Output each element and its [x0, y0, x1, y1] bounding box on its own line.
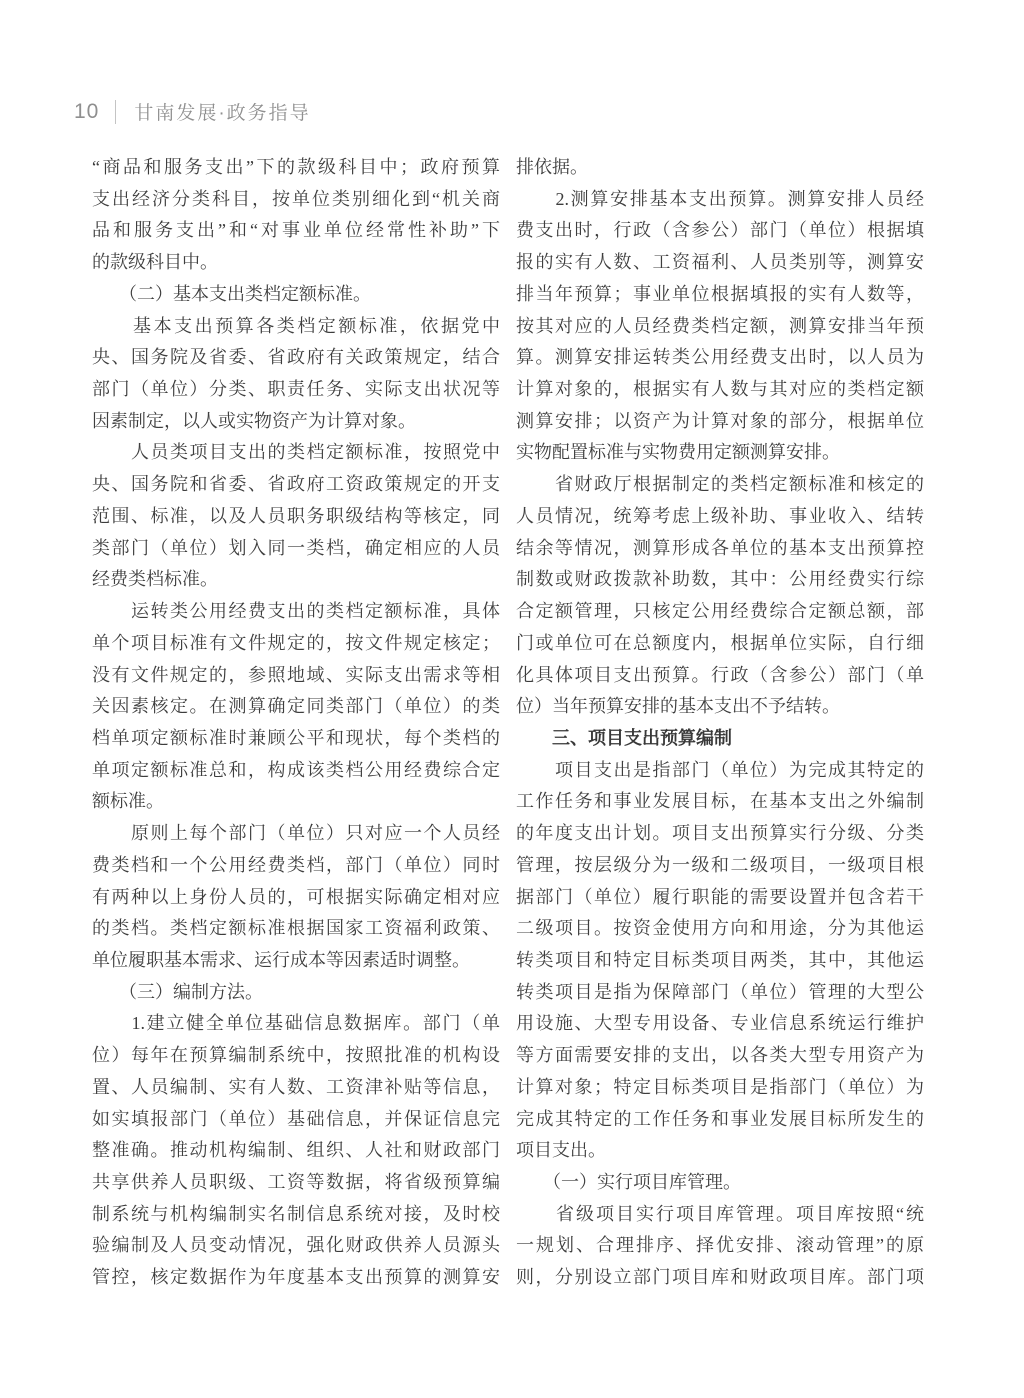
publication-title: 甘南发展·政务指导: [134, 103, 311, 124]
text-line: 一规划、合理排序、择优安排、滚动管理”的原: [516, 1235, 924, 1256]
text-line: 共享供养人员职级、工资等数据，将省级预算编: [92, 1172, 500, 1192]
text-line: 的年度支出计划。项目支出预算实行分级、分类: [516, 823, 924, 844]
text-line: 1.建立健全单位基础信息数据库。部门（单: [92, 1013, 500, 1034]
text-line: 排依据。: [516, 157, 588, 177]
text-line: 测算安排；以资产为计算对象的部分，根据单位: [516, 410, 924, 431]
section-heading: 三、项目支出预算编制: [516, 727, 732, 748]
text-line: 转类项目和特定目标类项目两类，其中，其他运: [516, 949, 924, 970]
text-line: 档单项定额标准时兼顾公平和现状，每个类档的: [92, 727, 500, 748]
text-line: 验编制及人员变动情况，强化财政供养人员源头: [92, 1235, 500, 1256]
text-line: 计算对象的，根据实有人数与其对应的类档定额: [516, 379, 924, 400]
text-line: 二级项目。按资金使用方向和用途，分为其他运: [516, 918, 924, 939]
text-line: 关因素核定。在测算确定同类部门（单位）的类: [92, 696, 500, 717]
text-line: 因素制定，以人或实物资产为计算对象。: [92, 410, 416, 431]
text-line: 运转类公用经费支出的类档定额标准，具体: [92, 601, 500, 622]
text-line: 管理，按层级分为一级和二级项目，一级项目根: [516, 854, 924, 875]
text-line: 结余等情况，测算形成各单位的基本支出预算控: [516, 537, 924, 558]
text-line: 部门（单位）分类、职责任务、实际支出状况等: [92, 379, 500, 400]
text-line: 支出经济分类科目，按单位类别细化到“机关商: [92, 188, 500, 209]
text-line: 项目支出是指部门（单位）为完成其特定的: [516, 759, 924, 780]
text-line: 省级项目实行项目库管理。项目库按照“统: [516, 1203, 924, 1224]
text-line: 央、国务院及省委、省政府有关政策规定，结合: [92, 347, 500, 368]
text-line: 费支出时，行政（含参公）部门（单位）根据填: [516, 220, 924, 241]
text-column-right: [516, 152, 924, 1294]
text-line: 转类项目是指为保障部门（单位）管理的大型公: [516, 981, 924, 1002]
text-line: 单位履职基本需求、运行成本等因素适时调整。: [92, 949, 470, 970]
text-line: （一）实行项目库管理。: [516, 1172, 741, 1192]
text-line: “商品和服务支出”下的款级科目中；政府预算: [92, 157, 500, 177]
text-line: 化具体项目支出预算。行政（含参公）部门（单: [516, 664, 924, 685]
page-number: 10: [74, 99, 100, 123]
text-line: 制数或财政拨款补助数，其中：公用经费实行综: [516, 569, 924, 590]
text-line: 央、国务院和省委、省政府工资政策规定的开支: [92, 474, 500, 495]
text-line: 置、人员编制、实有人数、工资津补贴等信息，: [92, 1076, 500, 1097]
text-line: 单个项目标准有文件规定的，按文件规定核定；: [92, 632, 500, 653]
text-line: 合定额管理，只核定公用经费综合定额总额，部: [516, 601, 924, 622]
text-line: 实物配置标准与实物费用定额测算安排。: [516, 442, 840, 463]
text-line: 用设施、大型专用设备、专业信息系统运行维护: [516, 1013, 924, 1034]
text-line: 基本支出预算各类档定额标准，依据党中: [92, 315, 500, 336]
text-line: 经费类档标准。: [92, 569, 218, 590]
text-line: 计算对象；特定目标类项目是指部门（单位）为: [516, 1076, 924, 1097]
header-divider: [115, 100, 116, 124]
text-line: 据部门（单位）履行职能的需要设置并包含若干: [516, 886, 924, 907]
text-line: 的类档。类档定额标准根据国家工资福利政策、: [92, 918, 500, 939]
text-line: 没有文件规定的，参照地域、实际支出需求等相: [92, 664, 500, 685]
text-line: 整准确。推动机构编制、组织、人社和财政部门: [92, 1140, 500, 1161]
text-line: 管控，核定数据作为年度基本支出预算的测算安: [92, 1267, 500, 1288]
text-line: 位）每年在预算编制系统中，按照批准的机构设: [92, 1045, 500, 1066]
text-line: 报的实有人数、工资福利、人员类别等，测算安: [516, 252, 924, 273]
text-line: 人员类项目支出的类档定额标准，按照党中: [92, 442, 500, 463]
text-line: 门或单位可在总额度内，根据单位实际，自行细: [516, 632, 924, 653]
text-line: 项目支出。: [516, 1140, 606, 1161]
text-line: 制系统与机构编制实名制信息系统对接，及时校: [92, 1203, 500, 1224]
text-line: （二）基本支出类档定额标准。: [92, 283, 371, 304]
text-line: 范围、标准，以及人员职务职级结构等核定，同: [92, 505, 500, 526]
text-line: 省财政厅根据制定的类档定额标准和核定的: [516, 474, 924, 495]
text-line: 排当年预算；事业单位根据填报的实有人数等，: [516, 283, 924, 304]
text-line: 类部门（单位）划入同一类档，确定相应的人员: [92, 537, 500, 558]
text-line: 算。测算安排运转类公用经费支出时，以人员为: [516, 347, 924, 368]
text-line: 如实填报部门（单位）基础信息，并保证信息完: [92, 1108, 500, 1129]
text-line: （三）编制方法。: [92, 981, 263, 1002]
text-line: 按其对应的人员经费类档定额，测算安排当年预: [516, 315, 924, 336]
text-line: 位）当年预算安排的基本支出不予结转。: [516, 696, 840, 717]
text-line: 原则上每个部门（单位）只对应一个人员经: [92, 823, 500, 844]
text-line: 单项定额标准总和，构成该类档公用经费综合定: [92, 759, 500, 780]
text-line: 的款级科目中。: [92, 252, 218, 273]
text-line: 品和服务支出”和“对事业单位经常性补助”下: [92, 220, 500, 241]
text-line: 则，分别设立部门项目库和财政项目库。部门项: [516, 1267, 924, 1288]
text-line: 人员情况，统筹考虑上级补助、事业收入、结转: [516, 505, 924, 526]
text-line: 等方面需要安排的支出，以各类大型专用资产为: [516, 1045, 924, 1066]
text-line: 完成其特定的工作任务和事业发展目标所发生的: [516, 1108, 924, 1129]
text-line: 工作任务和事业发展目标，在基本支出之外编制: [516, 791, 924, 812]
text-line: 费类档和一个公用经费类档，部门（单位）同时: [92, 854, 500, 875]
text-line: 有两种以上身份人员的，可根据实际确定相对应: [92, 886, 500, 907]
text-column-left: [92, 152, 500, 1294]
text-line: 2.测算安排基本支出预算。测算安排人员经: [516, 188, 924, 209]
page-header: [74, 98, 311, 125]
text-line: 额标准。: [92, 791, 164, 812]
